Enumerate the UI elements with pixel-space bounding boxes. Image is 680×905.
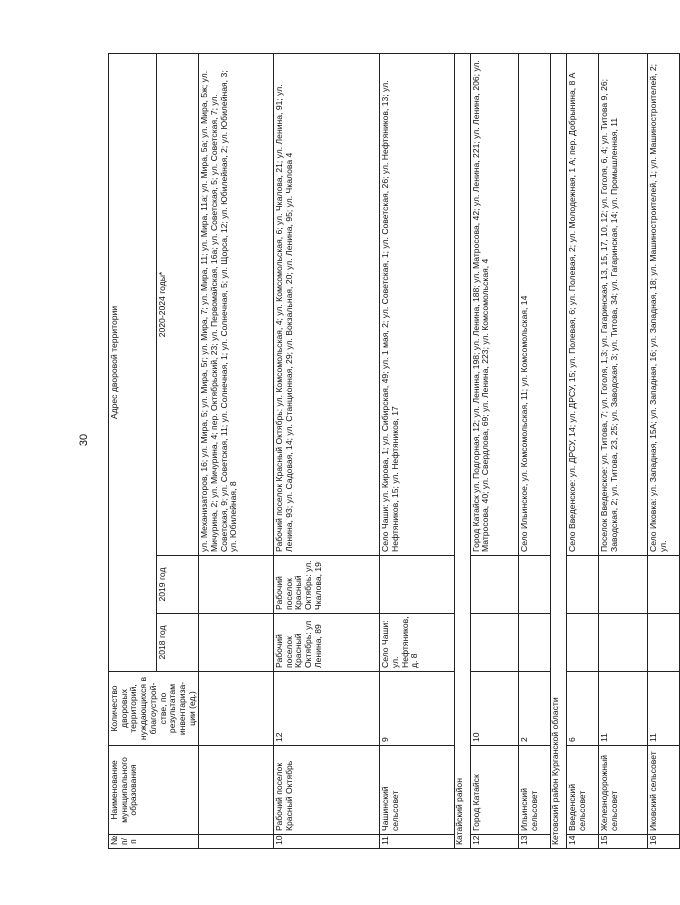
- cell-num: 14: [567, 835, 599, 849]
- cell-2019: Рабочий поселок Красный Октябрь: ул. Чкалова, 19: [273, 556, 379, 614]
- cell-num: 13: [519, 835, 551, 849]
- cell-2018: [470, 614, 519, 672]
- region-heading: Катайский район: [454, 54, 470, 849]
- cell-name: [199, 746, 274, 835]
- cell-name: Город Катайск: [470, 746, 519, 835]
- cell-2019: [199, 556, 274, 614]
- cell-2019: [470, 556, 519, 614]
- cell-2020-2024: Село Иковка: ул. Западная, 15А; ул. Западная, 16; ул. Западная, 18; ул. Машиностроителей, 1; ул. Машиностроителей, 2; ул.: [648, 54, 680, 556]
- cell-2018: [599, 614, 648, 672]
- cell-2018: [648, 614, 680, 672]
- cell-num: 12: [470, 835, 519, 849]
- table-row: [470, 54, 519, 849]
- cell-2020-2024: Поселок Введенское: ул. Титова, 7; ул. Гоголя, 1,3; ул. Гагаринская, 13, 15, 17, 10, 12; ул. Гоголя, 6, 4; ул. Титова 9, 26; Заводская, 2; ул. Титова, 23, 25; ул. Заводская, 3; ул. Титова, 34; ул. Гагаринская, 14; ул. Промышленная, 11: [599, 54, 648, 556]
- document-table-rotated: [108, 54, 668, 849]
- cell-count: 11: [599, 672, 648, 746]
- cell-2019: [380, 556, 455, 614]
- cell-2019: [599, 556, 648, 614]
- page-number: 30: [78, 433, 90, 447]
- cell-2018: Село Чаши: ул. Нефтяников, д. 8: [380, 614, 455, 672]
- cell-2020-2024: Село Введенское: ул. ДРСУ, 14; ул. ДРСУ, 15; ул. Полевая, 6; ул. Полевая, 2; ул. Молодежная, 1 А; пер. Добрынина, 8 А: [567, 54, 599, 556]
- cell-num: 15: [599, 835, 648, 849]
- cell-2019: [648, 556, 680, 614]
- cell-2019: [567, 556, 599, 614]
- cell-2018: [567, 614, 599, 672]
- header-2018: 2018 год: [157, 614, 199, 672]
- region-heading: Кетовский район Курганской области: [551, 54, 567, 849]
- table-row: [273, 54, 379, 849]
- cell-name: Чашинский сельсовет: [380, 746, 455, 835]
- region-row: [454, 54, 470, 849]
- cell-num: 10.: [273, 835, 379, 849]
- cell-name: Ильинский сельсовет: [519, 746, 551, 835]
- header-2019: 2019 год: [157, 556, 199, 614]
- cell-count: 10: [470, 672, 519, 746]
- cell-2020-2024: Город Катайск ул. Подгорная, 12; ул. Ленина, 198; ул. Ленина, 188; ул. Матросова, 42; ул. Ленина, 221; ул. Ленина, 206; ул. Матросова, 40; ул. Свердлова, 69; ул. Ленина, 223; ул. Комсомольская, 4: [470, 54, 519, 556]
- cell-name: Железнодорожный сельсовет: [599, 746, 648, 835]
- header-count: Количество дворовых территорий, нуждающихся в благоустрой-стве, по результатам инвентариза-ции (ед.): [109, 672, 199, 746]
- table-row: [199, 54, 274, 849]
- region-row: [551, 54, 567, 849]
- table-row: [567, 54, 599, 849]
- cell-2019: [519, 556, 551, 614]
- header-num: № п/п: [109, 835, 199, 849]
- table-row: [519, 54, 551, 849]
- header-address-group: Адрес дворовой территории: [109, 54, 157, 672]
- cell-2020-2024: Рабочий поселок Красный Октябрь: ул. Комсомольская, 4; ул. Комсомольская, 6; ул. Чкалова, 21; ул. Ленина, 91; ул. Ленина, 93; ул. Садовая, 14; ул. Станционная, 29; ул. Вокзальная, 20; ул. Ленина, 95; ул. Чкалова 4: [273, 54, 379, 556]
- cell-2020-2024: ул. Механизаторов, 16; ул. Мира, 5; ул. Мира, 5г; ул. Мира, 7; ул. Мира, 11; ул. Мира, 11а; ул. Мира, 5а; ул. Мира, 5ж; ул. Мичурина, 2; ул. Мичурина, 4; пер. Октябрьский, 23; ул. Первомайская, 16а; ул. Советская, 5; ул. Советская, 7; ул. Советская, 9; ул. Советская, 11; ул. Солнечная, 1; ул. Солнечная, 5; ул. Щорса, 12; ул. Юбилейная, 2; ул. Юбилейная, 3; ул. Юбилейная, 8: [199, 54, 274, 556]
- cell-count: 9: [380, 672, 455, 746]
- cell-name: Иковский сельсовет: [648, 746, 680, 835]
- cell-count: 12: [273, 672, 379, 746]
- header-2020-2024: 2020-2024 годы*: [157, 54, 199, 556]
- cell-count: 11: [648, 672, 680, 746]
- table-row: [599, 54, 648, 849]
- cell-num: 16: [648, 835, 680, 849]
- cell-2020-2024: Село Ильинское, ул. Комсомольская, 11; ул. Комсомольская, 14: [519, 54, 551, 556]
- table-row: [380, 54, 455, 849]
- cell-count: 2: [519, 672, 551, 746]
- table-header-row: [109, 54, 157, 849]
- header-name: Наименование муниципального образования: [109, 746, 199, 835]
- cell-count: [199, 672, 274, 746]
- cell-name: Рабочий поселок Красный Октябрь: [273, 746, 379, 835]
- courtyard-territories-table: [108, 53, 680, 849]
- cell-2018: [199, 614, 274, 672]
- table-row: [648, 54, 680, 849]
- cell-name: Введенский сельсовет: [567, 746, 599, 835]
- cell-num: [199, 835, 274, 849]
- cell-num: 11: [380, 835, 455, 849]
- cell-count: 6: [567, 672, 599, 746]
- cell-2020-2024: Село Чаши: ул. Кирова, 1; ул. Сибирская, 49; ул. 1 мая, 2; ул. Советская, 1; ул. Советская, 26; ул. Нефтяников, 13; ул. Нефтяников, 15; ул. Нефтяников, 17: [380, 54, 455, 556]
- cell-2018: [519, 614, 551, 672]
- cell-2018: Рабочий поселок Красный Октябрь: ул Ленина, 89: [273, 614, 379, 672]
